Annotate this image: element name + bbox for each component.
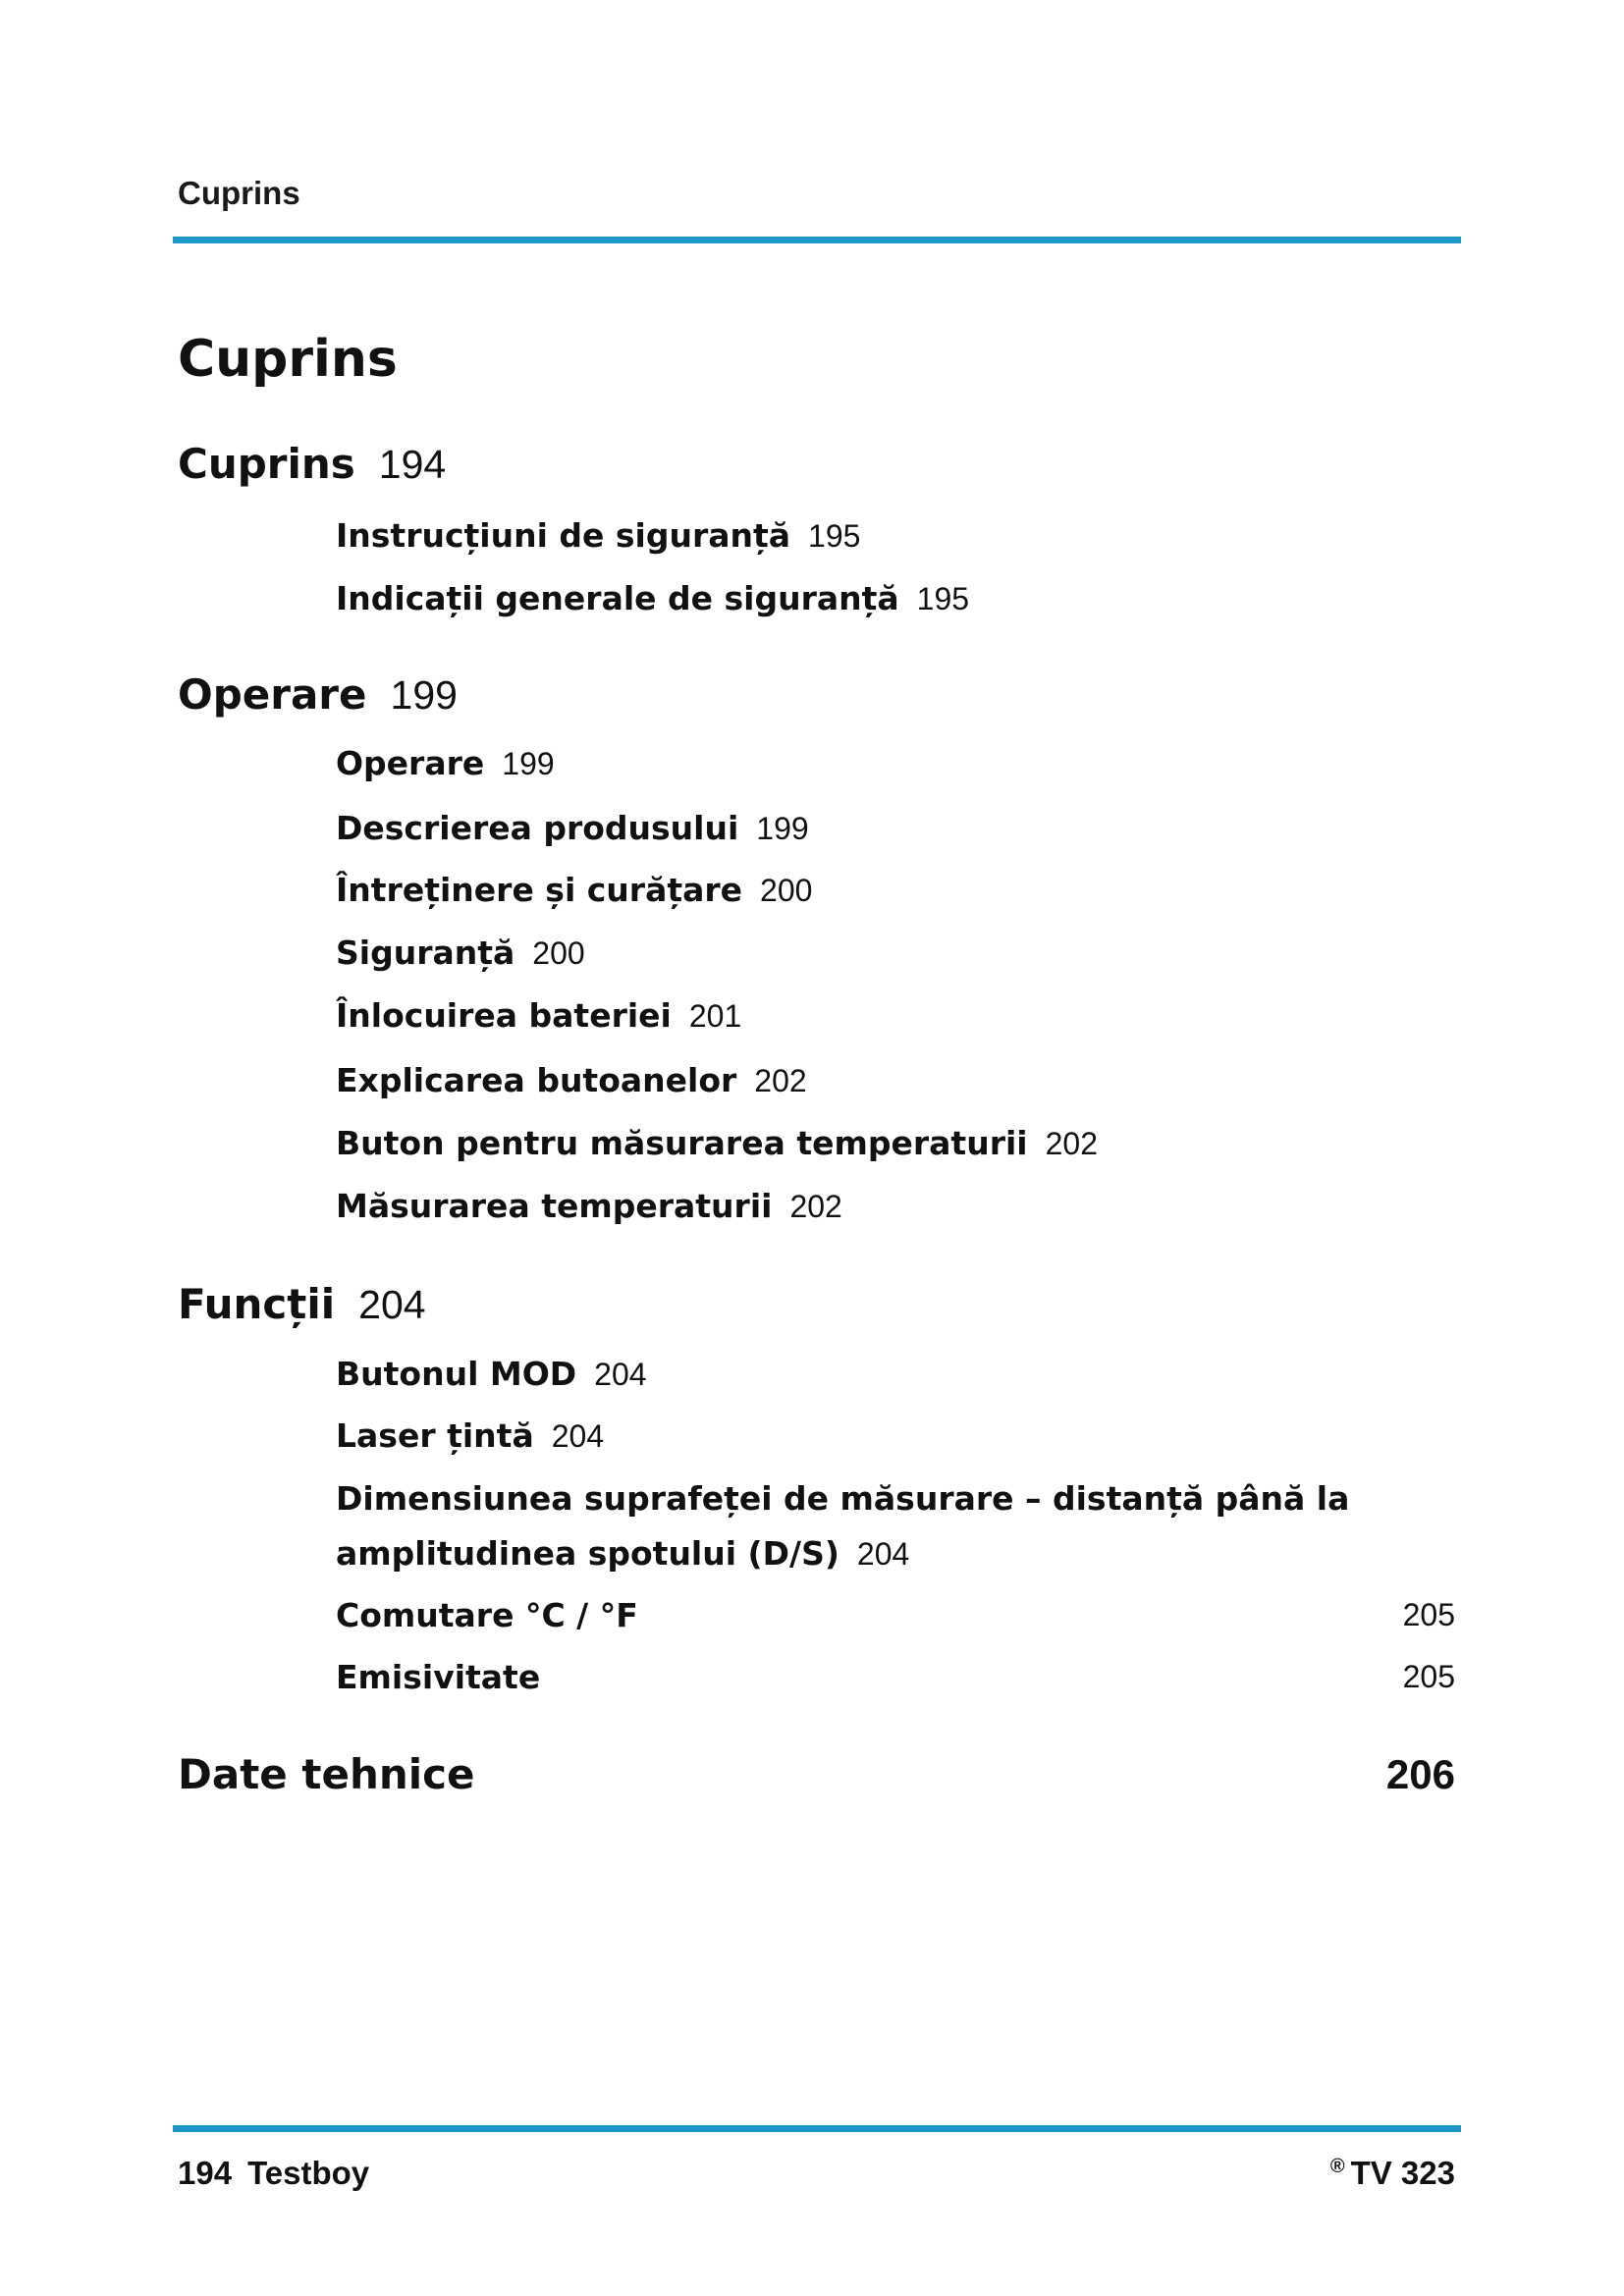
- toc-section-date-tehnice[interactable]: [178, 1750, 475, 1798]
- header-rule: [173, 237, 1461, 243]
- toc-item[interactable]: [336, 996, 741, 1035]
- toc-item-label: Comutare °C / °F: [336, 1596, 638, 1634]
- toc-section-cuprins[interactable]: [178, 440, 446, 488]
- toc-item-label: Indicații generale de siguranță: [336, 579, 899, 617]
- toc-section-label: Funcții: [178, 1280, 336, 1328]
- footer-left: [178, 2155, 369, 2192]
- toc-item-label: amplitudinea spotului (D/S): [336, 1534, 839, 1573]
- toc-item-wrapped-line2[interactable]: [336, 1534, 909, 1573]
- toc-item[interactable]: [336, 579, 969, 617]
- toc-item[interactable]: [336, 516, 860, 555]
- toc-item-wrapped[interactable]: [336, 1479, 1349, 1518]
- footer-brand: Testboy: [247, 2155, 370, 2191]
- toc-section-operare[interactable]: [178, 670, 458, 719]
- toc-item-label: Buton pentru măsurarea temperaturii: [336, 1124, 1028, 1162]
- toc-item-page: 200: [532, 935, 585, 971]
- toc-item-page: 205: [1402, 1659, 1455, 1694]
- toc-item[interactable]: [336, 1124, 1098, 1162]
- toc-item-page: 205: [1402, 1597, 1455, 1632]
- toc-item-label: Măsurarea temperaturii: [336, 1187, 773, 1225]
- toc-section-page: 204: [358, 1282, 426, 1327]
- running-header: Cuprins: [178, 175, 300, 211]
- toc-item-page: 202: [754, 1063, 807, 1098]
- toc-item-page: 195: [808, 518, 861, 554]
- toc-section-page: 194: [378, 442, 447, 487]
- toc-item-page: 202: [789, 1189, 842, 1224]
- toc-item[interactable]: [336, 1416, 604, 1455]
- toc-item-label: Instrucțiuni de siguranță: [336, 516, 791, 555]
- toc-item[interactable]: [336, 1061, 807, 1099]
- page-title: Cuprins: [178, 330, 398, 389]
- toc-item-label: Laser țintă: [336, 1416, 534, 1455]
- toc-item-label: Butonul MOD: [336, 1355, 577, 1393]
- toc-section-label: Operare: [178, 670, 367, 719]
- toc-item-label: Emisivitate: [336, 1658, 541, 1696]
- toc-item-page: 195: [916, 581, 970, 616]
- toc-item[interactable]: [336, 1596, 638, 1634]
- footer-right: [1330, 2155, 1455, 2192]
- toc-item-label: Explicarea butoanelor: [336, 1061, 737, 1099]
- toc-section-functii[interactable]: [178, 1280, 426, 1328]
- toc-section-page: 206: [1385, 1751, 1455, 1797]
- toc-item[interactable]: [336, 871, 812, 909]
- toc-item-label: Descrierea produsului: [336, 809, 739, 847]
- toc-section-label: Cuprins: [178, 440, 355, 488]
- toc-item[interactable]: [336, 1355, 647, 1393]
- toc-item-label: Înlocuirea bateriei: [336, 996, 672, 1035]
- toc-item-page: 201: [688, 998, 742, 1034]
- toc-item-page: 202: [1045, 1126, 1098, 1161]
- toc-item[interactable]: [336, 744, 555, 782]
- toc-item-page: 199: [756, 811, 809, 846]
- toc-item-page: 204: [594, 1357, 647, 1392]
- footer-page-number: 194: [178, 2155, 233, 2191]
- toc-item[interactable]: [336, 809, 809, 847]
- toc-item[interactable]: [336, 934, 585, 972]
- toc-item-label: Dimensiunea suprafeței de măsurare – distanță până la: [336, 1479, 1350, 1518]
- toc-item-label: Întreținere și curățare: [336, 871, 743, 909]
- toc-item-page: 200: [760, 873, 813, 908]
- toc-item-label: Operare: [336, 744, 485, 782]
- toc-item-page: 199: [502, 746, 555, 781]
- toc-section-label: Date tehnice: [178, 1750, 475, 1798]
- toc-section-page: 199: [390, 672, 458, 718]
- footer-rule: [173, 2125, 1461, 2132]
- toc-item[interactable]: [336, 1658, 540, 1696]
- registered-mark-icon: ®: [1329, 2156, 1345, 2177]
- toc-item[interactable]: [336, 1187, 842, 1225]
- toc-item-page: 204: [551, 1418, 605, 1454]
- footer-model: TV 323: [1350, 2155, 1455, 2191]
- toc-item-label: Siguranță: [336, 934, 515, 972]
- toc-item-page: 204: [856, 1536, 910, 1572]
